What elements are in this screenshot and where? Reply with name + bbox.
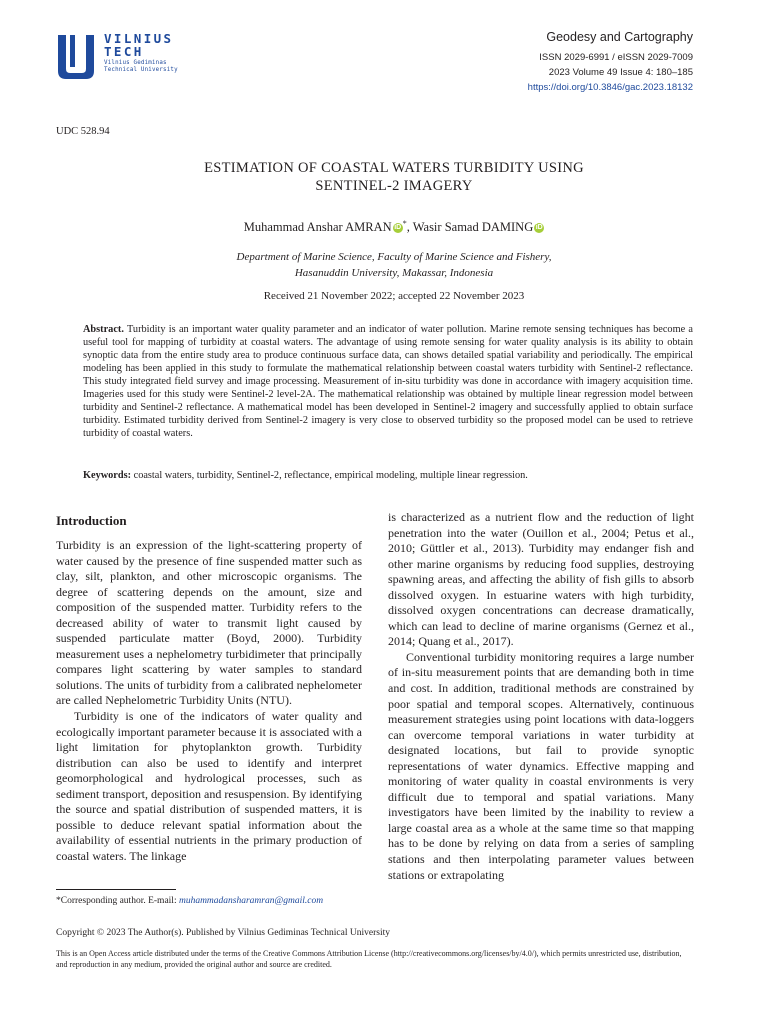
- udc-code: UDC 528.94: [56, 126, 110, 137]
- author-list: [100, 219, 688, 235]
- logo-text: [104, 32, 178, 73]
- author-1: Muhammad Anshar AMRAN: [243, 220, 392, 235]
- issn: ISSN 2029-6991 / eISSN 2029-7009: [539, 52, 693, 63]
- footnote-divider: [56, 889, 176, 890]
- journal-title: Geodesy and Cartography: [546, 30, 693, 44]
- volume-issue: 2023 Volume 49 Issue 4: 180–185: [548, 67, 693, 78]
- vilnius-tech-logo-mark: [56, 33, 96, 81]
- affiliation: [100, 249, 688, 281]
- copyright-notice: Copyright © 2023 The Author(s). Published by Vilnius Gediminas Technical University: [56, 928, 390, 938]
- author-2: Wasir Samad DAMING: [412, 220, 534, 235]
- abstract-text: Turbidity is an important water quality parameter and an indicator of water pollution. Marine remote sensing techniques has become a useful tool for mapping of turbidity at coastal waters. The advantage of using remote sensing for water quality analysis is its ability to obtain synoptic data from the entire study area to produce continuous surface data, can shows detailed spatial variability and periodically. The empirical modeling has been applied in this study to formulate the mathematical relationship between coastal waters turbidity with Sentinel-2 reflectance. This study integrated field survey and image processing. Measurement of in-situ turbidity was done in accordance with imagery acquisition time. Imageries used for this study were Sentinel-2 level-2A. The mathematical relationship was obtained by multiple linear regression model between turbidity and Sentinel-2 reflectance. A mathematical model has been developed in Sentinel-2 imagery and successfully applied to obtain surface turbidity. Estimated turbidity derived from Sentinel-2 imagery is very close to observed turbidity so the proposed model can be used to retrieve turbidity of coastal waters.: [83, 324, 693, 439]
- paragraph: Turbidity is one of the indicators of water quality and ecologically important parameter because it is associated with a light limitation for phytoplankton growth. Turbidity distribution can also be used to identify and interpret geomorphological and hydrological processes, such as sediment transport, deposition and resuspension. By identifying the source and spatial distribution of suspended matters, it is possible to deduce relevant spatial information about the availability of essential nutrients in the primary production of coastal waters. The linkage: [56, 709, 362, 863]
- paragraph: Conventional turbidity monitoring requires a large number of in-situ measurement points that are demanding both in time and cost. In addition, traditional methods are constrained by poor spatial and temporal scopes. Alternatively, continuous measurement strategies using point locations with data-loggers can overcome temporal variations in water turbidity at designated locations, but fail to provide synoptic representations of water dynamics. Effective mapping and monitoring of water quality in coastal environments is very difficult due to temporal and spatial variations. Many investigators have been limited by the inability to review a large coastal area as a whole at the same time so that mapping has to be done by relying on data from a series of sampling stations and then interpolating parameter values between stations or extrapolating: [388, 649, 694, 882]
- title-line-2: SENTINEL-2 IMAGERY: [315, 178, 473, 194]
- corresponding-mark: *: [402, 219, 407, 228]
- orcid-icon[interactable]: iD: [394, 224, 402, 232]
- footnote-prefix: *Corresponding author. E-mail:: [56, 896, 179, 906]
- abstract: [83, 323, 693, 440]
- title-line-1: ESTIMATION OF COASTAL WATERS TURBIDITY USING: [204, 160, 584, 176]
- abstract-label: Abstract.: [83, 324, 124, 335]
- corresponding-footnote: [56, 896, 323, 906]
- corresponding-email-link[interactable]: muhammadansharamran@gmail.com: [178, 896, 324, 906]
- author-separator: ,: [406, 220, 413, 235]
- license-notice: This is an Open Access article distributed under the terms of the Creative Commons Attribution License (http://creativecommons.org/licenses/by/4.0/), which permits unrestricted use, distribution, and reproduction in any medium, provided the original author and source are credited.: [56, 949, 682, 969]
- left-column: [56, 512, 362, 864]
- logo-subtitle-2: Technical University: [104, 66, 178, 73]
- journal-info: [528, 30, 693, 95]
- keywords-label: Keywords:: [83, 470, 132, 481]
- article-title: [100, 159, 688, 195]
- right-column: [388, 510, 694, 883]
- keywords-text: coastal waters, turbidity, Sentinel-2, reflectance, empirical modeling, multiple linear regression.: [133, 470, 528, 481]
- keywords: [83, 469, 693, 482]
- logo-wordmark-tech: TECH: [104, 44, 144, 59]
- affiliation-line-2: Hasanuddin University, Makassar, Indonesia: [294, 267, 494, 279]
- affiliation-line-1: Department of Marine Science, Faculty of Marine Science and Fishery,: [236, 251, 552, 263]
- logo-wordmark-vilnius: VILNIUS: [104, 31, 174, 46]
- received-dates: Received 21 November 2022; accepted 22 November 2023: [263, 290, 525, 302]
- section-heading-introduction: Introduction: [56, 513, 127, 528]
- paragraph: Turbidity is an expression of the light-scattering property of water caused by the presence of fine suspended matter such as clay, silt, plankton, and other microscopic organisms. The degree of scattering depends on the amount, size and composition of the suspended matter. Turbidity refers to the decreased ability of water to transmit light caused by suspended particulate matter (Boyd, 2000). Turbidity measurement uses a nephelometry turbidimeter that principally compares light scattering by water samples to standard solutions. The units of turbidity from a calibrated nephelometer are called Nephelometric Turbidity Units (NTU).: [56, 538, 362, 708]
- doi-link[interactable]: https://doi.org/10.3846/gac.2023.18132: [527, 82, 693, 93]
- paragraph: is characterized as a nutrient flow and the reduction of light penetration into the water (Ouillon et al., 2004; Petus et al., 2010; Güttler et al., 2013). Turbidity may endanger fish and other marine organisms by reducing food supplies, destroying spawning areas, and affecting the ability of fish gills to absorb dissolved oxygen. In estuarine waters with high turbidity, dissolved oxygen concentrations can decrease dramatically, which can lead to decline of marine organisms (Gernez et al., 2014; Quang et al., 2017).: [388, 510, 694, 649]
- orcid-icon[interactable]: iD: [535, 224, 543, 232]
- logo-subtitle-1: Vilnius Gediminas: [104, 60, 167, 66]
